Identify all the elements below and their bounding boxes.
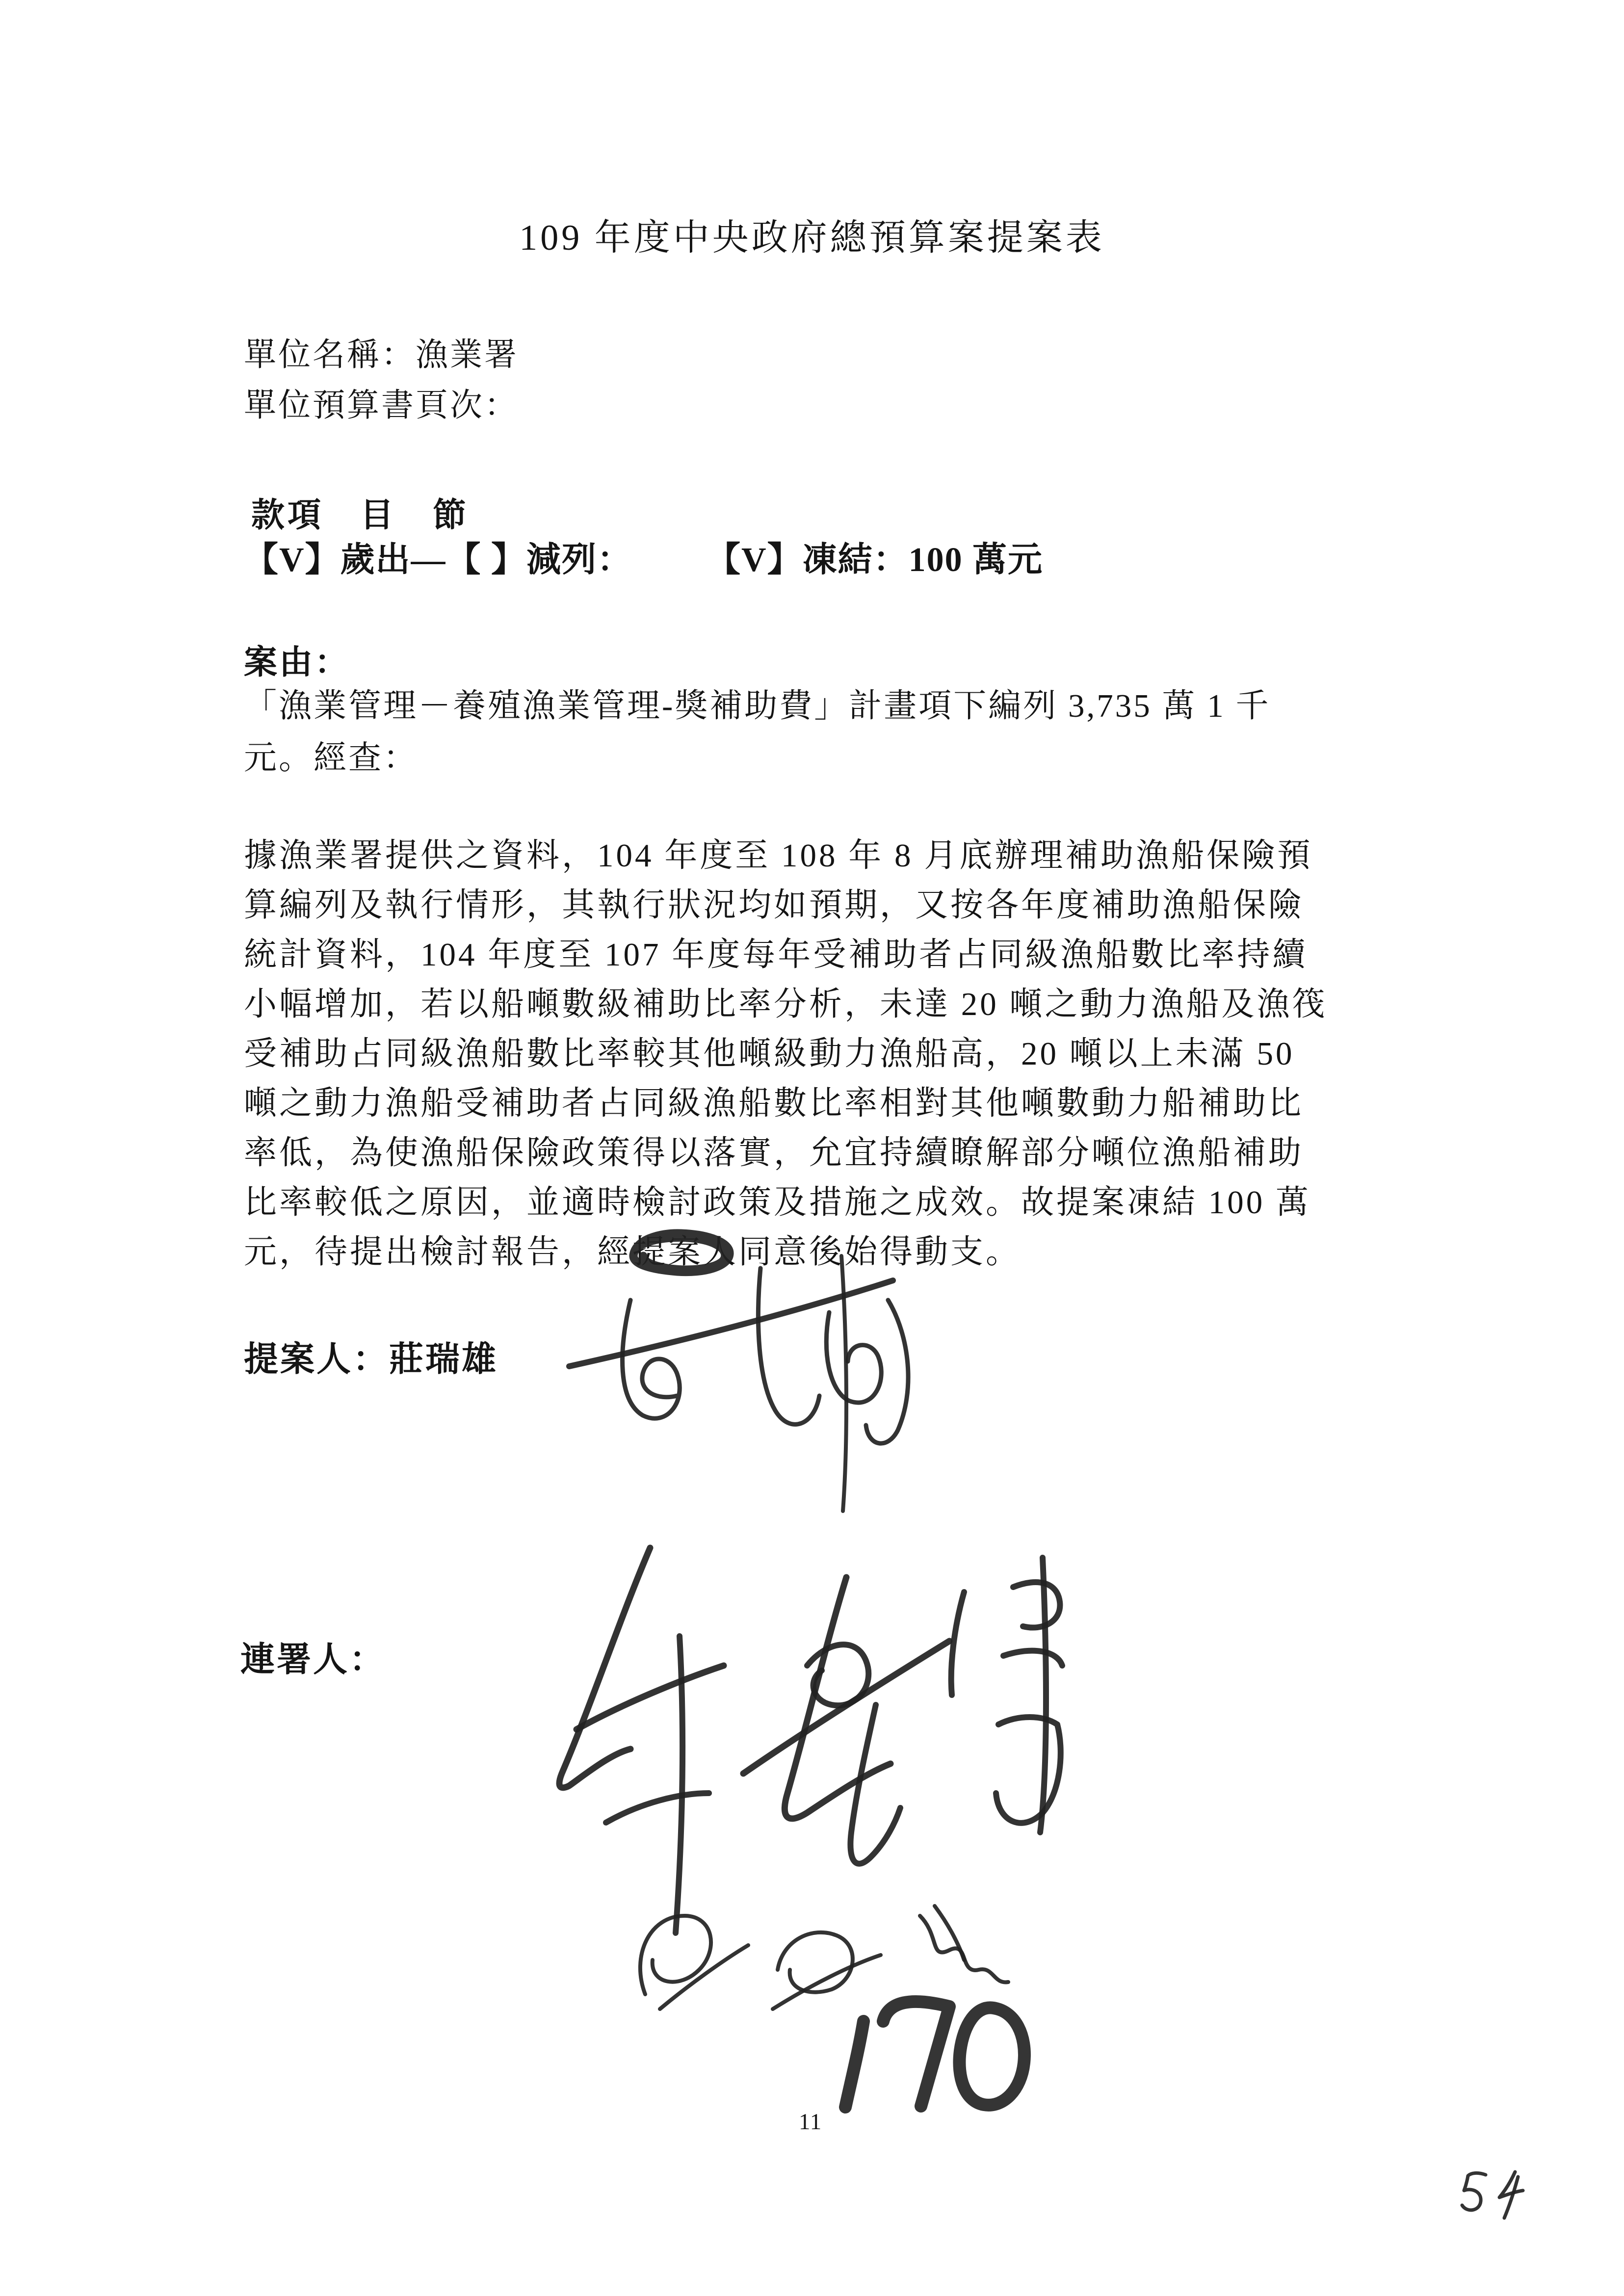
body-line9-before: 元，待提出檢討報告，經 [244, 1234, 632, 1270]
checkbox-freeze-amount: 【V】凍結：100 萬元 [706, 541, 1044, 579]
body-line: 統計資料，104 年度至 107 年度每年受補助者占同級漁船數比率持續 [244, 937, 1308, 973]
section-header: 款項 目 節 [251, 496, 470, 534]
unit-name-line: 單位名稱：漁業署 [244, 337, 519, 373]
subject-text [244, 680, 1271, 784]
body-line: 率低，為使漁船保險政策得以落實，允宜持續瞭解部分噸位漁船補助 [244, 1135, 1304, 1171]
document-title: 109 年度中央政府總預算案提案表 [519, 218, 1105, 258]
checkbox-line [244, 532, 1043, 581]
proposer-line [244, 1331, 498, 1381]
cosigner-signature-large [532, 1518, 1082, 1945]
subject-label: 案由： [244, 644, 350, 681]
body-line9-after: 同意後始得動支。 [738, 1234, 1021, 1270]
unit-info [244, 330, 519, 431]
body-line: 比率較低之原因，並適時檢討政策及措施之成效。故提案凍結 100 萬 [244, 1184, 1311, 1221]
body-line: 小幅增加，若以船噸數級補助比率分析，未達 20 噸之動力漁船及漁筏 [244, 986, 1328, 1022]
body-paragraph [244, 831, 1529, 1277]
handwritten-number-170 [832, 1984, 1038, 2122]
checkbox-expenditure-reduce: 【V】歲出—【 】減列： [244, 541, 633, 579]
proposer-name: 莊瑞雄 [389, 1341, 498, 1379]
body-line: 噸之動力漁船受補助者占同級漁船數比率相對其他噸數動力船補助比 [244, 1085, 1304, 1122]
body-line: 據漁業署提供之資料，104 年度至 108 年 8 月底辦理補助漁船保險預 [244, 837, 1313, 874]
page-number: 11 [799, 2109, 822, 2135]
body-line: 算編列及執行情形，其執行狀況均如預期，又按各年度補助漁船保險 [244, 887, 1304, 923]
subject-line-2: 元。經查： [244, 740, 418, 776]
proposer-label: 提案人： [244, 1341, 389, 1379]
struck-text: 提案人 [632, 1234, 738, 1270]
cosigner-line [240, 1632, 386, 1681]
proposer-signature [554, 1253, 942, 1513]
body-line: 受補助占同級漁船數比率較其他噸級動力漁船高，20 噸以上未滿 50 [244, 1036, 1295, 1072]
subject-line-1: 「漁業管理－養殖漁業管理-獎補助費」計畫項下編列 3,735 萬 1 千 [244, 688, 1271, 724]
cosigner-label: 連署人： [240, 1641, 386, 1679]
handwritten-corner-number-54 [1457, 2166, 1541, 2225]
unit-budget-page-line: 單位預算書頁次： [244, 388, 519, 423]
